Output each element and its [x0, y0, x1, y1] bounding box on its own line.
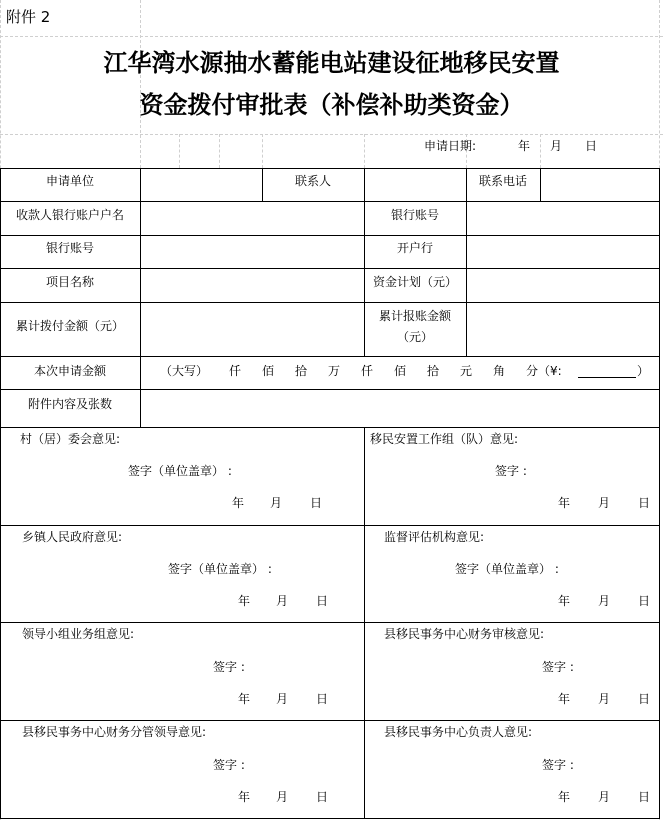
table-line	[0, 818, 660, 819]
fund-plan-label: 资金计划（元）	[372, 275, 457, 289]
date-day: 日	[638, 594, 651, 608]
apply-date-day: 日	[585, 139, 598, 153]
gridline	[179, 134, 180, 168]
opening-bank-label: 开户行	[396, 241, 433, 255]
amount-unit: 角	[493, 364, 506, 378]
payee-account-name-field[interactable]	[141, 202, 363, 234]
contact-phone-field[interactable]	[541, 169, 658, 200]
signature-label: 签字（单位盖章） :	[455, 562, 559, 576]
current-amount-label: 本次申请金额	[33, 364, 106, 378]
payee-account-name-label: 收款人银行账户户名	[15, 208, 124, 222]
date-year: 年	[558, 692, 571, 706]
cumulative-reimbursed-field[interactable]	[467, 303, 658, 355]
leading-group-opinion-label: 领导小组业务组意见:	[22, 627, 135, 641]
cumulative-disbursed-field[interactable]	[141, 303, 363, 355]
finance-leader-opinion-label: 县移民事务中心财务分管领导意见:	[22, 725, 207, 739]
date-day: 日	[310, 496, 323, 510]
table-line	[0, 168, 1, 818]
date-day: 日	[638, 496, 651, 510]
cumulative-reimbursed-unit: （元）	[396, 330, 433, 344]
gridline	[364, 134, 365, 168]
cumulative-disbursed-label: 累计拨付金额（元）	[15, 319, 124, 333]
amount-unit: 分（¥:	[526, 364, 562, 378]
applicant-unit-field[interactable]	[141, 169, 261, 200]
township-government-opinion-label: 乡镇人民政府意见:	[22, 530, 123, 544]
amount-unit: 拾	[427, 364, 440, 378]
signature-label: 签字 :	[213, 660, 245, 674]
apply-date-label: 申请日期:	[424, 139, 477, 153]
gridline	[0, 134, 663, 135]
project-name-label: 项目名称	[45, 275, 94, 289]
apply-date-year: 年	[518, 139, 531, 153]
signature-label: 签字 :	[542, 758, 574, 772]
date-day: 日	[316, 790, 329, 804]
opening-bank-field[interactable]	[467, 236, 658, 267]
gridline	[140, 0, 141, 168]
date-day: 日	[638, 790, 651, 804]
amount-unit: 元	[460, 364, 473, 378]
date-day: 日	[638, 692, 651, 706]
contact-person-label: 联系人	[294, 174, 331, 188]
table-line	[0, 622, 660, 623]
date-month: 月	[598, 692, 611, 706]
amount-unit: 拾	[295, 364, 308, 378]
date-year: 年	[558, 790, 571, 804]
signature-label: 签字 :	[495, 464, 527, 478]
date-month: 月	[598, 594, 611, 608]
applicant-unit-label: 申请单位	[45, 174, 94, 188]
date-year: 年	[558, 594, 571, 608]
gridline	[540, 134, 541, 168]
fund-plan-field[interactable]	[467, 269, 658, 301]
form-title-line-2: 资金拨付审批表（补偿补助类资金）	[139, 90, 524, 119]
amount-unit: 佰	[262, 364, 275, 378]
bank-account-no-2-label: 银行账号	[45, 241, 94, 255]
date-month: 月	[270, 496, 283, 510]
amount-numeric-blank[interactable]	[578, 377, 636, 378]
table-line	[0, 525, 660, 526]
date-month: 月	[276, 692, 289, 706]
amount-unit: 万	[328, 364, 341, 378]
date-month: 月	[276, 790, 289, 804]
amount-unit: 仟	[229, 364, 242, 378]
date-year: 年	[238, 790, 251, 804]
supervision-agency-opinion-label: 监督评估机构意见:	[384, 530, 485, 544]
signature-label: 签字 :	[542, 660, 574, 674]
capital-amount-label: （大写）	[160, 364, 209, 378]
form-title-line-1: 江华湾水源抽水蓄能电站建设征地移民安置	[103, 48, 560, 77]
finance-audit-opinion-label: 县移民事务中心财务审核意见:	[384, 627, 545, 641]
table-line	[659, 168, 660, 818]
amount-close-paren: ）	[637, 364, 650, 378]
date-month: 月	[598, 790, 611, 804]
date-year: 年	[238, 692, 251, 706]
attachment-label: 附件 2	[6, 8, 51, 26]
bank-account-no-label: 银行账号	[390, 208, 439, 222]
attachments-field[interactable]	[141, 390, 658, 426]
bank-account-no-2-field[interactable]	[141, 236, 363, 267]
cumulative-reimbursed-label: 累计报账金额	[378, 309, 451, 323]
date-year: 年	[232, 496, 245, 510]
apply-date-month: 月	[550, 139, 563, 153]
signature-label: 签字（单位盖章） :	[168, 562, 272, 576]
table-line	[0, 720, 660, 721]
village-committee-opinion-label: 村（居）委会意见:	[20, 432, 121, 446]
signature-label: 签字（单位盖章） :	[128, 464, 232, 478]
attachments-label: 附件内容及张数	[27, 397, 112, 411]
contact-phone-label: 联系电话	[478, 174, 527, 188]
amount-unit: 仟	[361, 364, 374, 378]
resettlement-team-opinion-label: 移民安置工作组（队）意见:	[370, 432, 519, 446]
date-day: 日	[316, 594, 329, 608]
date-month: 月	[276, 594, 289, 608]
project-name-field[interactable]	[141, 269, 363, 301]
table-line	[0, 427, 660, 428]
gridline	[0, 36, 663, 37]
bank-account-no-field[interactable]	[467, 202, 658, 234]
center-head-opinion-label: 县移民事务中心负责人意见:	[384, 725, 533, 739]
table-line	[0, 356, 660, 357]
date-year: 年	[558, 496, 571, 510]
gridline	[262, 134, 263, 168]
table-line	[364, 427, 365, 818]
gridline	[219, 134, 220, 168]
contact-person-field[interactable]	[365, 169, 465, 200]
date-year: 年	[238, 594, 251, 608]
date-month: 月	[598, 496, 611, 510]
date-day: 日	[316, 692, 329, 706]
signature-label: 签字 :	[213, 758, 245, 772]
amount-unit: 佰	[394, 364, 407, 378]
